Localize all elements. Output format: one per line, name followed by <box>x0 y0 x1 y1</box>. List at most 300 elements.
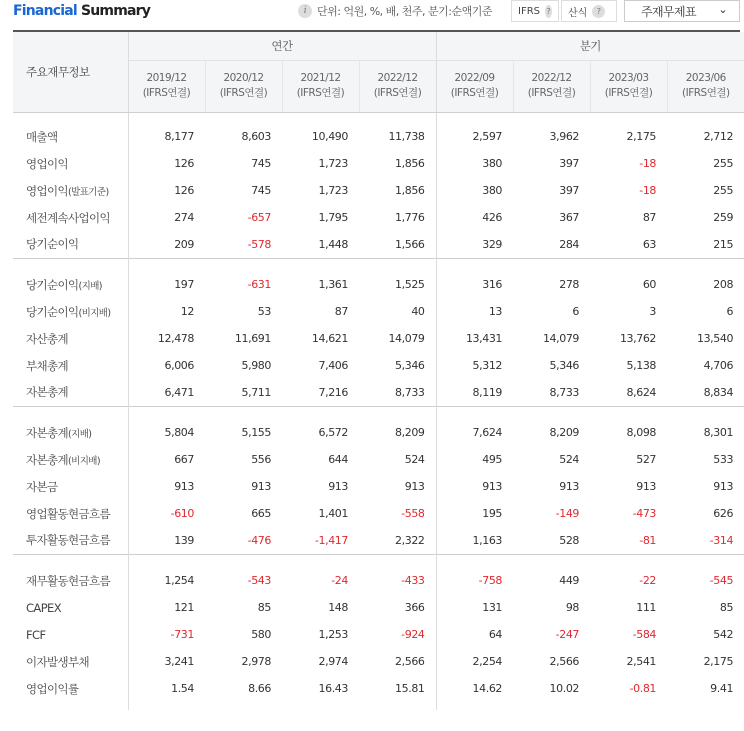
spacer-cell <box>205 702 282 710</box>
value-cell: 5,804 <box>164 426 194 439</box>
table-row <box>13 567 744 594</box>
value-cell: 495 <box>482 453 503 466</box>
value-cell: 14.62 <box>472 682 503 695</box>
period-header[interactable] <box>359 60 436 112</box>
value-cell: 8,177 <box>164 130 194 143</box>
value-cell: 426 <box>482 211 503 224</box>
value-cell: 13,762 <box>619 332 657 345</box>
spacer-cell <box>436 554 513 567</box>
value-cell: 2,597 <box>472 130 503 143</box>
period-date: 2019/12 <box>146 72 187 85</box>
row-label <box>13 567 128 594</box>
row-spacer <box>13 702 744 710</box>
value-cell: 1,525 <box>359 271 436 298</box>
value-cell: 64 <box>488 628 503 641</box>
period-header[interactable] <box>590 60 667 112</box>
value-cell: 195 <box>482 507 503 520</box>
value-cell: 913 <box>328 480 348 493</box>
spacer-cell <box>282 258 359 271</box>
value-cell: 6,006 <box>164 359 194 372</box>
value-cell: 524 <box>359 446 436 473</box>
value-cell: -545 <box>709 574 734 587</box>
spacer-cell <box>436 702 513 710</box>
period-header[interactable] <box>513 60 590 112</box>
value-cell: -433 <box>359 567 436 594</box>
value-cell: 208 <box>713 278 734 291</box>
value-cell: 6,572 <box>318 426 348 439</box>
table-row <box>13 352 744 379</box>
period-basis: (IFRS연결) <box>296 87 345 100</box>
table-row <box>13 648 744 675</box>
spacer-cell <box>436 258 513 271</box>
row-spacer <box>13 406 744 419</box>
value-cell: 8,209 <box>359 419 436 446</box>
period-basis: (IFRS연결) <box>682 87 730 100</box>
quarter-group-header: 분기 <box>436 32 744 60</box>
table-row <box>13 298 744 325</box>
value-cell: 2,712 <box>703 130 734 143</box>
table-row <box>13 473 744 500</box>
table-row <box>13 204 744 231</box>
value-cell: 60 <box>642 278 657 291</box>
value-cell: -610 <box>170 507 194 520</box>
value-cell: 3,962 <box>549 130 580 143</box>
period-header[interactable] <box>128 60 205 112</box>
value-cell: 745 <box>251 184 271 197</box>
spacer-cell <box>359 406 436 419</box>
value-cell: 284 <box>559 237 580 251</box>
row-label-text: 부채총계 <box>26 358 69 373</box>
value-cell: 8,733 <box>549 385 580 399</box>
row-label-qualifier: (비지배) <box>68 455 100 467</box>
value-cell: -24 <box>331 574 348 587</box>
row-label-text: 자본총계 <box>26 425 69 440</box>
spacer-cell <box>205 258 282 271</box>
value-cell: 626 <box>713 507 734 520</box>
title-rest: Summary <box>76 3 151 19</box>
value-cell: -558 <box>359 500 436 527</box>
spacer-cell <box>667 702 744 710</box>
period-basis: (IFRS연결) <box>450 87 499 100</box>
period-date: 2022/09 <box>454 72 495 85</box>
value-cell: -758 <box>478 574 503 587</box>
table-row <box>13 621 744 648</box>
row-label-text: 자산총계 <box>26 331 69 346</box>
spacer-cell <box>513 702 590 710</box>
value-cell: 11,691 <box>234 332 271 345</box>
table-row <box>13 231 744 258</box>
value-cell: 316 <box>482 278 503 291</box>
value-cell: 533 <box>713 453 734 466</box>
value-cell: 209 <box>174 237 194 251</box>
value-cell: 278 <box>559 278 580 291</box>
period-date: 2023/03 <box>608 72 649 85</box>
period-date: 2022/12 <box>531 72 572 85</box>
value-cell: 13,431 <box>465 332 503 345</box>
value-cell: 7,216 <box>318 385 348 399</box>
formula-label: 산식 <box>568 7 588 19</box>
value-cell: 53 <box>257 305 271 318</box>
row-label <box>13 150 128 177</box>
value-cell: 126 <box>174 184 194 197</box>
row-spacer <box>13 554 744 567</box>
row-label-text: 세전계속사업이익 <box>26 210 111 225</box>
spacer-cell <box>282 112 359 123</box>
value-cell: 1,401 <box>318 507 348 520</box>
spacer-cell <box>359 702 436 710</box>
value-cell: -18 <box>639 184 657 197</box>
row-label-text: 당기순이익 <box>26 277 79 292</box>
value-cell: 1,856 <box>359 150 436 177</box>
value-cell: 2,175 <box>703 655 734 668</box>
chevron-down-icon: ⌄ <box>718 3 727 16</box>
spacer-cell <box>205 554 282 567</box>
value-cell: 665 <box>251 507 271 520</box>
value-cell: 139 <box>174 533 194 547</box>
value-cell: 4,706 <box>703 359 734 372</box>
row-label-text: 영업이익 <box>26 183 69 198</box>
row-label <box>13 298 128 325</box>
period-date: 2021/12 <box>300 72 341 85</box>
value-cell: 85 <box>719 601 734 614</box>
value-cell: 1,361 <box>318 278 348 291</box>
period-basis: (IFRS연결) <box>604 87 653 100</box>
value-cell: 14,621 <box>311 332 348 345</box>
period-header[interactable] <box>282 60 359 112</box>
spacer-cell <box>359 554 436 567</box>
spacer-cell <box>128 554 205 567</box>
value-cell: 380 <box>482 157 503 170</box>
row-label <box>13 177 128 204</box>
value-cell: 16.43 <box>318 682 348 695</box>
row-label <box>13 648 128 675</box>
value-cell: 8,301 <box>703 426 734 439</box>
spacer-cell <box>205 406 282 419</box>
value-cell: 8,209 <box>549 426 580 439</box>
help-icon[interactable]: ? <box>546 6 551 16</box>
value-cell: 366 <box>359 594 436 621</box>
value-cell: 131 <box>482 601 503 614</box>
value-cell: -631 <box>247 278 271 291</box>
value-cell: -247 <box>555 628 580 641</box>
period-header[interactable] <box>667 60 744 112</box>
table-row <box>13 150 744 177</box>
spacer-cell <box>359 258 436 271</box>
value-cell: 556 <box>251 453 271 466</box>
value-cell: 580 <box>251 628 271 641</box>
row-label-text: 자본금 <box>26 479 58 494</box>
spacer-cell <box>590 112 667 123</box>
row-label-text: 영업활동현금흐름 <box>26 506 111 521</box>
table-row <box>13 594 744 621</box>
spacer-cell <box>667 554 744 567</box>
value-cell: 98 <box>565 601 580 614</box>
spacer-cell <box>513 112 590 123</box>
value-cell: -543 <box>247 574 271 587</box>
row-label <box>13 271 128 298</box>
spacer-cell <box>590 702 667 710</box>
row-spacer <box>13 112 744 123</box>
value-cell: -657 <box>247 211 271 224</box>
value-cell: 63 <box>642 237 657 251</box>
period-date: 2023/06 <box>685 72 726 85</box>
spacer-cell <box>667 406 744 419</box>
row-label-qualifier: (지배) <box>78 280 102 292</box>
value-cell: 111 <box>636 601 657 614</box>
value-cell: 274 <box>174 211 194 224</box>
value-cell: 5,138 <box>626 359 657 372</box>
row-label-text: 이자발생부채 <box>26 654 90 669</box>
value-cell: 2,175 <box>626 130 657 143</box>
value-cell: 1.54 <box>171 682 194 695</box>
row-label <box>13 594 128 621</box>
period-header[interactable] <box>205 60 282 112</box>
spacer-cell <box>436 112 513 123</box>
spacer-cell <box>590 554 667 567</box>
summary-header <box>0 0 744 28</box>
annual-group-header: 연간 <box>128 32 436 60</box>
unit-info-text: 단위: 억원, %, 배, 천주, 분기:순액기준 <box>317 5 492 18</box>
value-cell: 14,079 <box>542 332 580 345</box>
value-cell: 380 <box>482 184 503 197</box>
value-cell: 15.81 <box>359 675 436 702</box>
value-cell: 1,254 <box>164 574 194 587</box>
value-cell: 197 <box>174 278 194 291</box>
spacer-cell <box>513 406 590 419</box>
row-label-text: CAPEX <box>26 600 61 615</box>
period-header[interactable] <box>436 60 513 112</box>
spacer-cell <box>128 112 205 123</box>
value-cell: 121 <box>174 601 194 614</box>
value-cell: 1,566 <box>359 231 436 258</box>
value-cell: 2,974 <box>318 655 348 668</box>
value-cell: -476 <box>247 533 271 547</box>
value-cell: -731 <box>170 628 194 641</box>
value-cell: 85 <box>257 601 271 614</box>
spacer-cell <box>128 406 205 419</box>
value-cell: 913 <box>251 480 271 493</box>
value-cell: 1,723 <box>318 157 348 170</box>
value-cell: 1,856 <box>359 177 436 204</box>
value-cell: -578 <box>247 237 271 251</box>
value-cell: 1,776 <box>359 204 436 231</box>
table-row <box>13 123 744 150</box>
value-cell: 5,711 <box>241 385 271 399</box>
statement-type-select[interactable] <box>624 0 740 22</box>
row-label <box>13 675 128 702</box>
value-cell: 1,448 <box>318 237 348 251</box>
row-label <box>13 419 128 446</box>
unit-info <box>298 3 492 19</box>
spacer-cell <box>128 702 205 710</box>
value-cell: 913 <box>482 480 503 493</box>
value-cell: 913 <box>636 480 657 493</box>
row-label <box>13 204 128 231</box>
ifrs-button[interactable] <box>511 0 559 22</box>
value-cell: 397 <box>559 157 580 170</box>
row-label-qualifier: (발표기준) <box>68 186 109 198</box>
value-cell: 2,978 <box>241 655 271 668</box>
info-icon[interactable]: i <box>298 4 312 18</box>
period-basis: (IFRS연결) <box>219 87 268 100</box>
table-row <box>13 675 744 702</box>
value-cell: 255 <box>713 184 734 197</box>
value-cell: 2,254 <box>472 655 503 668</box>
period-basis: (IFRS연결) <box>142 87 191 100</box>
value-cell: 8,603 <box>241 130 271 143</box>
row-label-text: FCF <box>26 627 46 642</box>
value-cell: 40 <box>359 298 436 325</box>
row-label-text: 자본총계 <box>26 385 69 400</box>
period-basis: (IFRS연결) <box>373 87 422 100</box>
spacer-cell <box>205 112 282 123</box>
value-cell: 2,566 <box>549 655 580 668</box>
value-cell: -1,417 <box>314 533 348 547</box>
value-cell: 5,155 <box>241 426 271 439</box>
table-row <box>13 325 744 352</box>
value-cell: -81 <box>639 533 657 547</box>
value-cell: 5,980 <box>241 359 271 372</box>
row-label <box>13 231 128 258</box>
value-cell: 126 <box>174 157 194 170</box>
row-label-text: 투자활동현금흐름 <box>26 533 111 548</box>
spacer-cell <box>282 554 359 567</box>
value-cell: 367 <box>559 211 580 224</box>
value-cell: -314 <box>709 533 734 547</box>
value-cell: 11,738 <box>359 123 436 150</box>
value-cell: 667 <box>174 453 194 466</box>
value-cell: 8.66 <box>248 682 271 695</box>
row-label <box>13 500 128 527</box>
value-cell: 5,346 <box>549 359 580 372</box>
value-cell: 913 <box>713 480 734 493</box>
row-label-text: 자본총계 <box>26 452 69 467</box>
value-cell: 528 <box>559 533 580 547</box>
spacer-cell <box>513 554 590 567</box>
value-cell: 9.41 <box>710 682 734 695</box>
spacer-cell <box>359 112 436 123</box>
value-cell: 8,098 <box>626 426 657 439</box>
value-cell: 1,723 <box>318 184 348 197</box>
row-label <box>13 352 128 379</box>
value-cell: 2,541 <box>626 655 657 668</box>
value-cell: 1,795 <box>318 211 348 224</box>
help-icon[interactable]: ? <box>592 5 605 18</box>
value-cell: 148 <box>328 601 348 614</box>
value-cell: 5,312 <box>472 359 503 372</box>
value-cell: 13 <box>488 305 503 318</box>
value-cell: 87 <box>642 211 657 224</box>
row-label <box>13 473 128 500</box>
row-spacer <box>13 258 744 271</box>
value-cell: 12 <box>180 305 194 318</box>
value-cell: -473 <box>632 507 657 520</box>
row-label <box>13 379 128 406</box>
spacer-cell <box>13 554 128 567</box>
spacer-cell <box>282 702 359 710</box>
row-label-text: 당기순이익 <box>26 237 79 252</box>
value-cell: 7,406 <box>318 359 348 372</box>
spacer-cell <box>13 112 128 123</box>
value-cell: 449 <box>559 574 580 587</box>
value-cell: -0.81 <box>629 682 657 695</box>
value-cell: 1,163 <box>472 533 503 547</box>
period-date: 2022/12 <box>377 72 418 85</box>
value-cell: 397 <box>559 184 580 197</box>
value-cell: -584 <box>632 628 657 641</box>
value-cell: 12,478 <box>157 332 194 345</box>
value-cell: 2,322 <box>359 527 436 554</box>
value-cell: 8,834 <box>703 385 734 399</box>
table-row <box>13 271 744 298</box>
spacer-cell <box>13 258 128 271</box>
value-cell: 542 <box>713 628 734 641</box>
value-cell: 8,624 <box>626 385 657 399</box>
spacer-cell <box>590 258 667 271</box>
section-title <box>13 3 150 19</box>
financial-summary-table <box>13 30 740 731</box>
row-label-qualifier: (비지배) <box>78 307 111 319</box>
spacer-cell <box>590 406 667 419</box>
table-row <box>13 527 744 554</box>
value-cell: 13,540 <box>696 332 734 345</box>
value-cell: 8,733 <box>359 379 436 406</box>
row-label-text: 영업이익 <box>26 156 69 171</box>
title-brand: Financial <box>13 3 77 19</box>
period-basis: (IFRS연결) <box>527 87 576 100</box>
table-row <box>13 500 744 527</box>
value-cell: 255 <box>713 157 734 170</box>
select-value: 주재무제표 <box>641 4 696 19</box>
row-label <box>13 446 128 473</box>
table-row <box>13 177 744 204</box>
spacer-cell <box>13 702 128 710</box>
row-label <box>13 325 128 352</box>
label-column-header: 주요재무정보 <box>13 32 128 112</box>
value-cell: 8,119 <box>472 385 503 399</box>
spacer-cell <box>13 406 128 419</box>
row-label-qualifier: (지배) <box>68 428 92 440</box>
row-label <box>13 527 128 554</box>
value-cell: -149 <box>555 507 580 520</box>
value-cell: 7,624 <box>472 426 503 439</box>
value-cell: 913 <box>359 473 436 500</box>
value-cell: 527 <box>636 453 657 466</box>
value-cell: 3 <box>649 305 657 318</box>
value-cell: -22 <box>639 574 657 587</box>
spacer-cell <box>436 406 513 419</box>
value-cell: 913 <box>559 480 580 493</box>
value-cell: 215 <box>713 237 734 251</box>
value-cell: 745 <box>251 157 271 170</box>
spacer-cell <box>128 258 205 271</box>
value-cell: 913 <box>174 480 194 493</box>
table-row <box>13 379 744 406</box>
period-date: 2020/12 <box>223 72 264 85</box>
value-cell: 6 <box>726 305 734 318</box>
value-cell: 10.02 <box>549 682 580 695</box>
value-cell: 524 <box>559 453 580 466</box>
value-cell: 87 <box>334 305 348 318</box>
value-cell: -18 <box>639 157 657 170</box>
value-cell: 5,346 <box>359 352 436 379</box>
value-cell: -924 <box>359 621 436 648</box>
row-label-text: 매출액 <box>26 129 58 144</box>
formula-button[interactable] <box>561 0 617 22</box>
row-label-text: 재무활동현금흐름 <box>26 573 111 588</box>
value-cell: 6 <box>572 305 580 318</box>
value-cell: 6,471 <box>164 385 194 399</box>
